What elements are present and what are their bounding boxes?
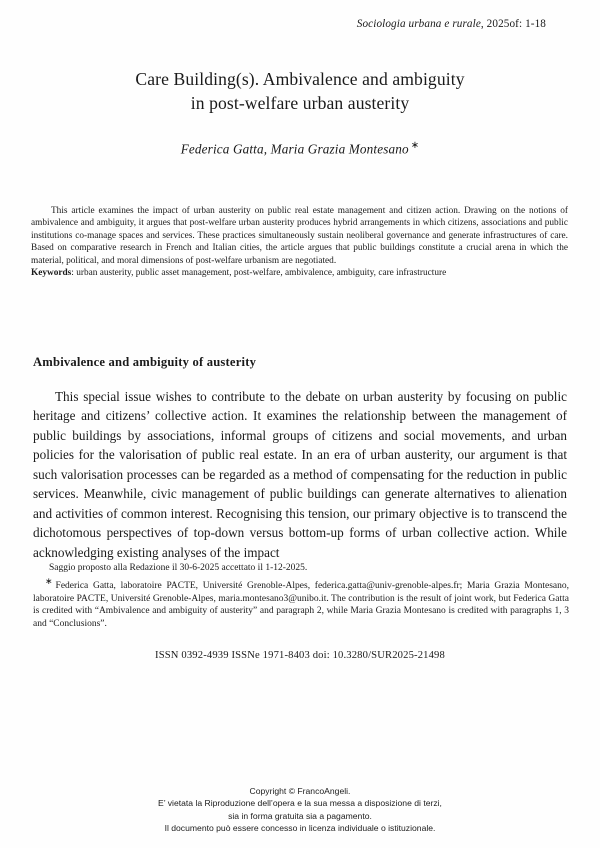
footnote-submission: Saggio proposto alla Redazione il 30-6-2025 accettato il 1-12-2025. xyxy=(49,563,308,573)
issn-doi-line: ISSN 0392-4939 ISSNe 1971-8403 doi: 10.3280/SUR2025-21498 xyxy=(155,650,445,661)
footnote-star-icon: ∗ xyxy=(45,575,53,586)
copyright-line-2: E’ vietata la Riproduzione dell’opera e la sua messa a disposizione di terzi, xyxy=(158,798,442,809)
footnote-affiliation xyxy=(33,575,569,631)
footnote-affiliation-text: Federica Gatta, laboratoire PACTE, Université Grenoble-Alpes, federica.gatta@univ-grenoble-alpes.fr; Maria Grazia Montesano, laboratoire PACTE, Université Grenoble-Alpes, maria.montesano3@unibo.it. The contribution is the result of joint work, but Federica Gatta is credited with “Ambivalence and ambiguity of austerity” and paragraph 2, while Maria Grazia Montesano is credited with paragraphs 1, 3 and “Conclusions”. xyxy=(33,580,569,630)
body-text-block xyxy=(33,387,567,562)
footnote-block xyxy=(33,562,569,631)
keywords-line xyxy=(31,267,568,279)
abstract-text: This article examines the impact of urban austerity on public real estate management and citizen action. Drawing on the notions of ambivalence and ambiguity, it argues that post-welfare urban austerity produces hybrid arrangements in which citizens, associations and public institutions co-manage spaces and services. These practices simultaneously sustain neoliberal governance and generate infrastructures of care. Based on comparative research in French and Italian cities, the article argues that public buildings constitute a crucial arena in which the material, political, and moral dimensions of post-welfare urbanism are negotiated. xyxy=(31,206,568,266)
running-head xyxy=(33,18,546,30)
copyright-line-3: sia in forma gratuita sia a pagamento. xyxy=(228,810,372,821)
copyright-footer xyxy=(0,785,600,834)
author-names: Federica Gatta, Maria Grazia Montesano xyxy=(180,141,409,157)
title-line-2: in post-welfare urban austerity xyxy=(190,92,410,113)
journal-name: Sociologia urbana e rurale xyxy=(356,18,481,30)
keywords-value: : urban austerity, public asset management, post-welfare, ambivalence, ambiguity, care infrastructure xyxy=(71,268,447,279)
copyright-line-4: Il documento può essere concesso in licenza individuale o istituzionale. xyxy=(164,822,436,833)
footnote-marker-icon: ∗ xyxy=(410,139,420,151)
copyright-line-1: Copyright © FrancoAngeli. xyxy=(249,786,351,797)
page-title xyxy=(60,68,540,116)
section-heading: Ambivalence and ambiguity of austerity xyxy=(33,355,257,369)
title-line-1: Care Building(s). Ambivalence and ambiguity xyxy=(135,69,465,89)
abstract-block xyxy=(31,205,568,279)
keywords-label: Keywords xyxy=(31,268,72,279)
body-paragraph: This special issue wishes to contribute to the debate on urban austerity by focusing on public heritage and citizens’ collective action. It examines the relationship between the management of public buildings by associations, informal groups of citizens and social movements, and urban policies for the valorisation of public real estate. In an era of urban austerity, our argument is that such valorisation processes can be regarded as a method of compensating for the reduction in public services. Meanwhile, civic management of public buildings can generate alternatives to alienation and activities of common interest. Recognising this tension, our primary objective is to transcend the dichotomous perspectives of top-down versus bottom-up forms of urban collective action. While acknowledging existing analyses of the impact xyxy=(33,389,567,560)
title-block xyxy=(60,68,540,157)
journal-issue: , 2025of: 1-18 xyxy=(480,18,546,30)
author-line xyxy=(60,140,540,157)
